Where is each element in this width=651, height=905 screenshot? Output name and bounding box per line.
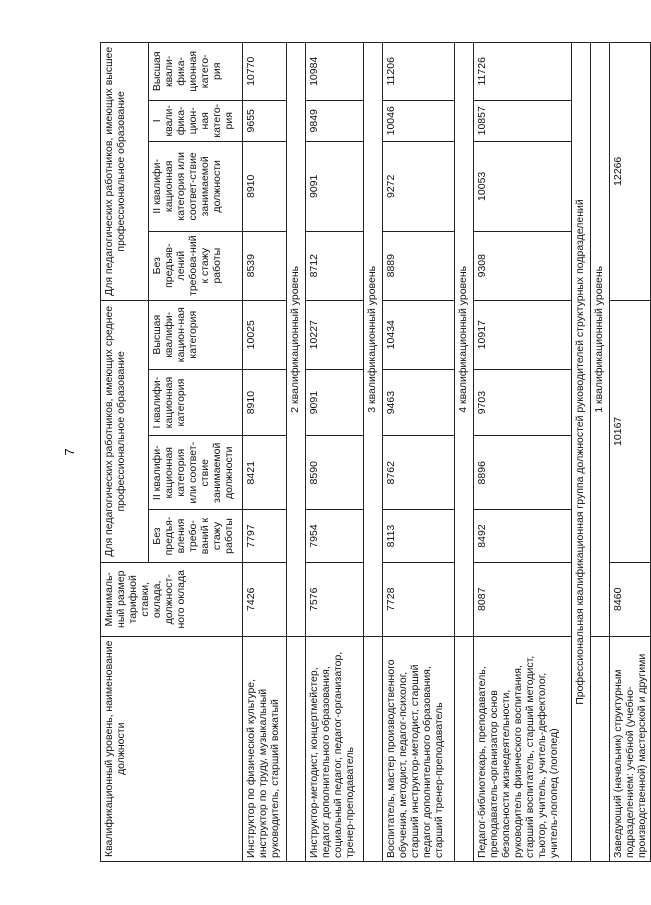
- position-name: Инструктор по физической культуре, инструктор по труду, музыкальный руководитель, старший вожатый: [243, 636, 287, 861]
- col-header-group-secondary: Для педагогических работников, имеющих среднее профессиональное образование: [101, 300, 149, 562]
- value-cell: 7954: [306, 510, 364, 563]
- value-cell: 8896: [474, 436, 572, 510]
- col-header-qual-level: Квалификационный уровень, наименование должности: [101, 636, 243, 861]
- value-cell: 9703: [474, 369, 572, 436]
- subheader-higher: I квали-фика-цион-ная катего-рия: [149, 100, 243, 141]
- value-cell: 8889: [383, 231, 455, 300]
- value-cell: 8762: [383, 436, 455, 510]
- subheader-higher: Высшая квали-фика-ционная катего-рия: [149, 43, 243, 101]
- section-row: [572, 43, 591, 862]
- col-header-group-higher: Для педагогических работников, имеющих высшее профессиональное образование: [101, 43, 149, 301]
- value-cell: 10053: [474, 141, 572, 231]
- page-number: 7: [62, 448, 77, 456]
- value-cell: 10227: [306, 300, 364, 369]
- subheader-secondary: I квалифи-кационная категория: [149, 369, 243, 436]
- value-cell: 11726: [474, 43, 572, 101]
- value-cell-secondary: 10167: [610, 300, 651, 562]
- salary-table: [100, 42, 651, 862]
- table-row: [474, 43, 572, 862]
- subheader-higher: Без предъяв-лений требова-ний к стажу работы: [149, 231, 243, 300]
- value-cell: 10025: [243, 300, 287, 369]
- subheader-secondary: Высшая квалифи-кацион-ная категория: [149, 300, 243, 369]
- value-cell: 9849: [306, 100, 364, 141]
- value-cell: 7797: [243, 510, 287, 563]
- subheader-higher: II квалифи-кационная категория или соответ-ствие занимаемой должности: [149, 141, 243, 231]
- min-salary-cell: 7426: [243, 562, 287, 636]
- value-cell: 10770: [243, 43, 287, 101]
- value-cell: 9272: [383, 141, 455, 231]
- value-cell: 9091: [306, 141, 364, 231]
- qualification-level-label: 3 квалификационный уровень: [364, 43, 383, 637]
- position-name: Инструктор-методист, концертмейстер, педагог дополнительного образования, социальный педагог, педагог-организатор, тренер-преподаватель: [306, 636, 364, 861]
- value-cell: 11206: [383, 43, 455, 101]
- min-salary-cell: 8460: [610, 562, 651, 636]
- value-cell: 8910: [243, 369, 287, 436]
- value-cell: 8712: [306, 231, 364, 300]
- value-cell: 9308: [474, 231, 572, 300]
- table-row: [306, 43, 364, 862]
- value-cell: 10984: [306, 43, 364, 101]
- value-cell: 10917: [474, 300, 572, 369]
- table-row: [610, 43, 651, 862]
- value-cell: 9091: [306, 369, 364, 436]
- value-cell: 8910: [243, 141, 287, 231]
- level-row: [455, 43, 474, 862]
- value-cell: 10857: [474, 100, 572, 141]
- value-cell: 9655: [243, 100, 287, 141]
- value-cell: 8492: [474, 510, 572, 563]
- value-cell: 8590: [306, 436, 364, 510]
- header-row: [101, 43, 149, 862]
- subheader-secondary: II квалифи-кационная категория или соответ-ствие занимаемой должности: [149, 436, 243, 510]
- qualification-level-label: 1 квалификационный уровень: [591, 43, 610, 637]
- position-name: Воспитатель, мастер производственного обучения, методист, педагог-психолог, старший инструктор-методист, старший педагог дополнительного образования, старший тренер-преподаватель: [383, 636, 455, 861]
- level-row: [364, 43, 383, 862]
- col-header-min-salary: Минималь-ный размер тарифной ставки, оклада, должност-ного оклада: [101, 562, 243, 636]
- table-row: [383, 43, 455, 862]
- qualification-level-label: 4 квалификационный уровень: [455, 43, 474, 637]
- position-name: Педагог-библиотекарь, преподаватель, преподаватель-организатор основ безопасности жизнедеятельности, руководитель физического воспитания, старший воспитатель, старший методист, тьютор, учитель, учитель-дефектолог, учитель-логопед (логопед): [474, 636, 572, 861]
- min-salary-cell: 7728: [383, 562, 455, 636]
- qualification-level-label: 2 квалификационный уровень: [287, 43, 306, 637]
- blank-cell: [455, 636, 474, 861]
- value-cell-higher: 12266: [610, 43, 651, 301]
- blank-cell: [287, 636, 306, 861]
- value-cell: 8539: [243, 231, 287, 300]
- level-row: [591, 43, 610, 862]
- table-row: [243, 43, 287, 862]
- value-cell: 8113: [383, 510, 455, 563]
- blank-cell: [364, 636, 383, 861]
- level-row: [287, 43, 306, 862]
- min-salary-cell: 8087: [474, 562, 572, 636]
- subheader-secondary: Без предъя-вления требо-ваний к стажу работы: [149, 510, 243, 563]
- position-name: Заведующий (начальник) структурным подразделением: учебной (учебно-производственной) мастерской и другими: [610, 636, 651, 861]
- min-salary-cell: 7576: [306, 562, 364, 636]
- value-cell: 8421: [243, 436, 287, 510]
- value-cell: 10434: [383, 300, 455, 369]
- section-title: Профессиональная квалификационная группа должностей руководителей структурных подразделений: [572, 43, 591, 862]
- rotated-page-content: [100, 42, 649, 862]
- blank-cell: [591, 636, 610, 861]
- value-cell: 10046: [383, 100, 455, 141]
- value-cell: 9463: [383, 369, 455, 436]
